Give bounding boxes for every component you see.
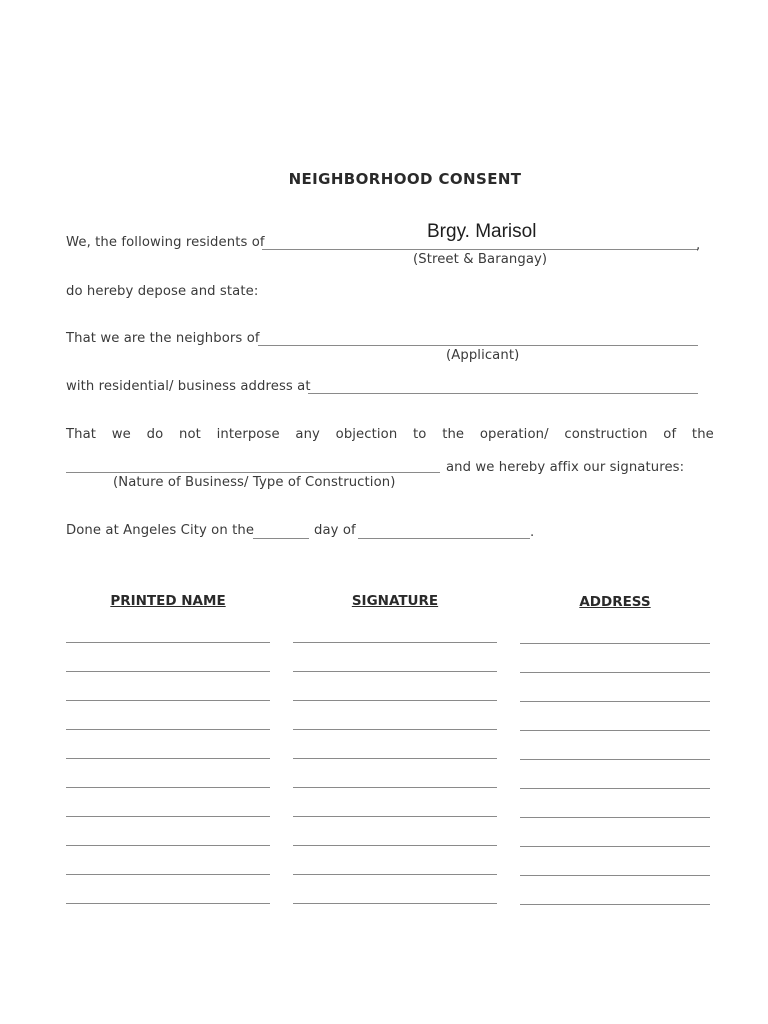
address-line[interactable] xyxy=(520,643,710,644)
objection-word: of xyxy=(663,427,677,442)
month-field-line[interactable] xyxy=(358,538,530,539)
objection-word: any xyxy=(295,427,320,442)
column-header-printed-name: PRINTED NAME xyxy=(110,593,226,609)
signature-line[interactable] xyxy=(293,816,497,817)
objection-word: to xyxy=(413,427,427,442)
printed-name-line[interactable] xyxy=(66,758,270,759)
printed-name-line[interactable] xyxy=(66,816,270,817)
address-line[interactable] xyxy=(520,817,710,818)
objection-word: construction xyxy=(564,427,648,442)
residents-field-line[interactable] xyxy=(262,249,698,250)
signature-line[interactable] xyxy=(293,787,497,788)
objection-word: interpose xyxy=(216,427,280,442)
address-field-line[interactable] xyxy=(308,393,698,394)
printed-name-line[interactable] xyxy=(66,845,270,846)
objection-word: operation/ xyxy=(479,427,549,442)
signature-line[interactable] xyxy=(293,874,497,875)
printed-name-line[interactable] xyxy=(66,642,270,643)
signature-line[interactable] xyxy=(293,671,497,672)
printed-name-line[interactable] xyxy=(66,903,270,904)
address-line[interactable] xyxy=(520,846,710,847)
objection-statement xyxy=(66,427,714,442)
objection-word: do xyxy=(146,427,164,442)
printed-name-line[interactable] xyxy=(66,787,270,788)
business-field-line[interactable] xyxy=(66,472,440,473)
signature-line[interactable] xyxy=(293,729,497,730)
objection-word: not xyxy=(178,427,201,442)
printed-name-line[interactable] xyxy=(66,729,270,730)
address-line[interactable] xyxy=(520,904,710,905)
address-label: with residential/ business address at xyxy=(66,379,311,394)
objection-word: the xyxy=(442,427,465,442)
applicant-caption: (Applicant) xyxy=(446,348,520,363)
done-day-label: day of xyxy=(314,523,356,538)
residents-caption: (Street & Barangay) xyxy=(413,252,548,267)
column-header-signature: SIGNATURE xyxy=(351,593,439,609)
document-title: NEIGHBORHOOD CONSENT xyxy=(288,170,522,188)
signature-line[interactable] xyxy=(293,642,497,643)
signature-line[interactable] xyxy=(293,845,497,846)
printed-name-line[interactable] xyxy=(66,874,270,875)
depose-text: do hereby depose and state: xyxy=(66,284,259,299)
address-line[interactable] xyxy=(520,730,710,731)
objection-word: That xyxy=(66,427,97,442)
applicant-field-line[interactable] xyxy=(258,345,698,346)
printed-name-line[interactable] xyxy=(66,700,270,701)
residents-label: We, the following residents of xyxy=(66,235,265,250)
done-end: . xyxy=(530,525,535,540)
objection-word: the xyxy=(691,427,714,442)
business-caption: (Nature of Business/ Type of Construction) xyxy=(113,475,396,490)
residents-value: Brgy. Marisol xyxy=(427,221,537,242)
affix-text: and we hereby affix our signatures: xyxy=(446,460,685,475)
done-prefix: Done at Angeles City on the xyxy=(66,523,255,538)
address-line[interactable] xyxy=(520,701,710,702)
signature-line[interactable] xyxy=(293,758,497,759)
objection-word: objection xyxy=(335,427,398,442)
column-header-address: ADDRESS xyxy=(579,594,651,610)
residents-trailing-comma: , xyxy=(696,238,701,253)
neighbors-label: That we are the neighbors of xyxy=(66,331,260,346)
address-line[interactable] xyxy=(520,875,710,876)
day-field-line[interactable] xyxy=(253,538,309,539)
address-line[interactable] xyxy=(520,759,710,760)
signature-line[interactable] xyxy=(293,903,497,904)
address-line[interactable] xyxy=(520,672,710,673)
address-line[interactable] xyxy=(520,788,710,789)
objection-word: we xyxy=(111,427,131,442)
printed-name-line[interactable] xyxy=(66,671,270,672)
signature-line[interactable] xyxy=(293,700,497,701)
